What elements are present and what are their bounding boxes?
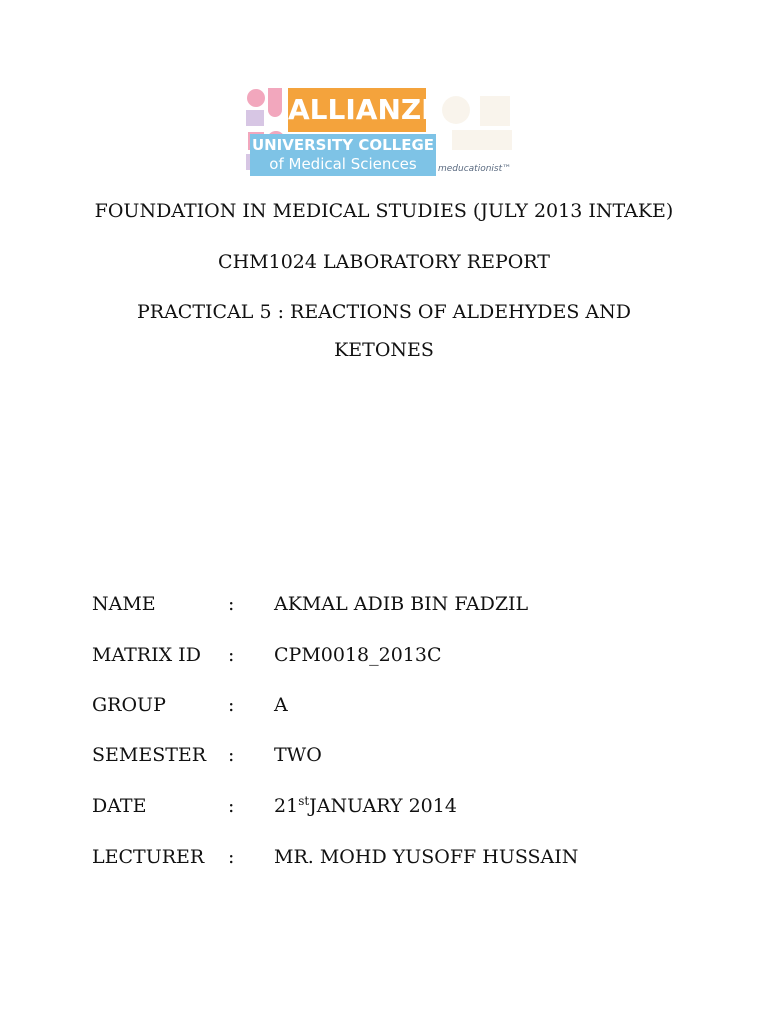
detail-separator: : [228,694,235,716]
detail-row-lecturer [92,846,692,872]
detail-row-date [92,795,692,821]
detail-separator: : [228,846,235,868]
detail-label: SEMESTER [92,744,207,766]
logo-orange-banner [288,88,441,132]
detail-value: A [274,694,288,716]
detail-value: TWO [274,744,322,766]
detail-separator: : [228,593,235,615]
detail-label: LECTURER [92,846,205,868]
detail-label: DATE [92,795,147,817]
detail-label: MATRIX ID [92,644,201,666]
detail-row-group [92,694,692,720]
detail-value: MR. MOHD YUSOFF HUSSAIN [274,846,579,868]
detail-separator: : [228,744,235,766]
date-ordinal-suffix: st [298,794,310,808]
detail-separator: : [228,644,235,666]
logo-tagline: meducationist™ [438,164,512,174]
detail-row-name [92,593,692,619]
detail-value-date [274,795,457,817]
report-title: CHM1024 LABORATORY REPORT [218,251,550,273]
detail-row-matrix-id [92,644,692,670]
logo-wordmark: ALLIANZE [288,93,441,126]
detail-value: CPM0018_2013C [274,644,442,666]
detail-value: AKMAL ADIB BIN FADZIL [274,593,529,615]
logo-university-college: UNIVERSITY COLLEGE [251,136,435,154]
logo-medical-sciences: of Medical Sciences [269,155,417,173]
detail-row-semester [92,744,692,770]
date-month-year: JANUARY 2014 [309,795,457,817]
program-title: FOUNDATION IN MEDICAL STUDIES (JULY 2013 INTAKE) [94,200,674,222]
detail-label: NAME [92,593,156,615]
date-day: 21 [274,795,299,817]
practical-title-line2: KETONES [334,339,434,361]
practical-title-line1: PRACTICAL 5 : REACTIONS OF ALDEHYDES AND [137,301,631,323]
college-logo [244,84,534,180]
detail-label: GROUP [92,694,166,716]
detail-separator: : [228,795,235,817]
logo-watermark-icon [432,90,528,156]
logo-blue-banner [250,134,436,176]
